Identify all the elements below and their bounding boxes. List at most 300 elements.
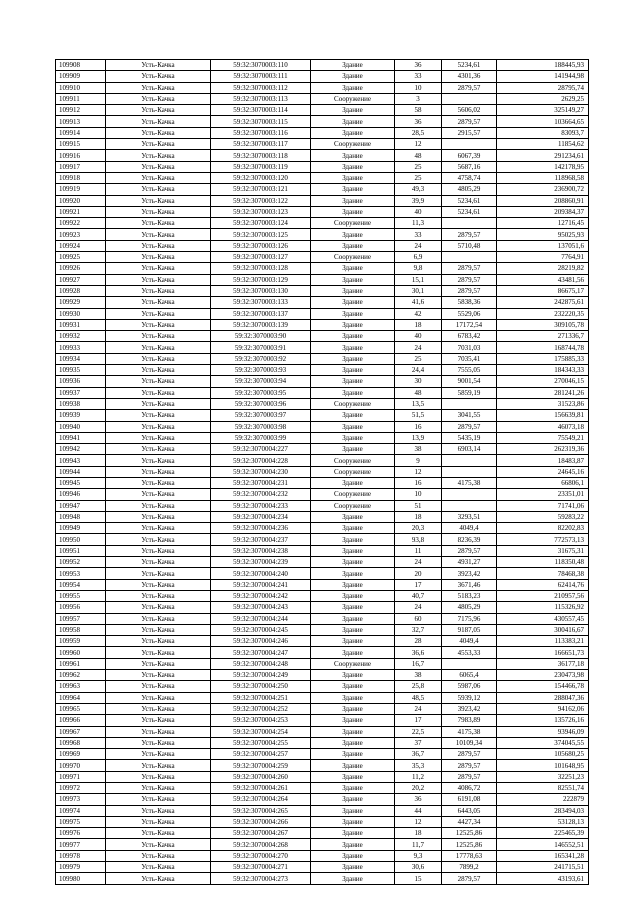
object-type-cell: Здание	[311, 285, 395, 296]
row-id-cell: 109924	[56, 240, 106, 251]
table-row	[56, 387, 589, 398]
row-id-cell: 109931	[56, 319, 106, 330]
cadastral-number-cell: 59:32:3070003:129	[211, 274, 311, 285]
cadastral-number-cell: 59:32:3070003:118	[211, 150, 311, 161]
table-row	[56, 60, 589, 71]
locality-cell: Усть-Качка	[106, 647, 211, 658]
cadastral-value-cell: 12716,45	[497, 218, 589, 229]
table-row	[56, 466, 589, 477]
object-type-cell: Здание	[311, 545, 395, 556]
unit-value-cell: 9001,54	[442, 376, 497, 387]
locality-cell: Усть-Качка	[106, 568, 211, 579]
table-row	[56, 105, 589, 116]
locality-cell: Усть-Качка	[106, 466, 211, 477]
cadastral-number-cell: 59:32:3070003:98	[211, 421, 311, 432]
cadastral-value-cell: 232220,35	[497, 308, 589, 319]
cadastral-value-cell: 166651,73	[497, 647, 589, 658]
unit-value-cell: 6443,05	[442, 805, 497, 816]
locality-cell: Усть-Качка	[106, 760, 211, 771]
area-cell: 16,7	[395, 658, 442, 669]
object-type-cell: Здание	[311, 105, 395, 116]
cadastral-number-cell: 59:32:3070003:96	[211, 398, 311, 409]
row-id-cell: 109966	[56, 715, 106, 726]
cadastral-value-cell: 222879	[497, 794, 589, 805]
unit-value-cell: 4049,4	[442, 523, 497, 534]
unit-value-cell: 5606,02	[442, 105, 497, 116]
cadastral-number-cell: 59:32:3070004:270	[211, 850, 311, 861]
row-id-cell: 109951	[56, 545, 106, 556]
object-type-cell: Здание	[311, 71, 395, 82]
cadastral-number-cell: 59:32:3070004:239	[211, 557, 311, 568]
cadastral-number-cell: 59:32:3070003:120	[211, 172, 311, 183]
table-row	[56, 636, 589, 647]
area-cell: 32,7	[395, 624, 442, 635]
cadastral-value-cell: 188445,93	[497, 60, 589, 71]
area-cell: 33	[395, 229, 442, 240]
area-cell: 10	[395, 82, 442, 93]
area-cell: 16	[395, 477, 442, 488]
area-cell: 25	[395, 161, 442, 172]
object-type-cell: Здание	[311, 726, 395, 737]
locality-cell: Усть-Качка	[106, 624, 211, 635]
area-cell: 6,9	[395, 252, 442, 263]
cadastral-value-cell: 24645,16	[497, 466, 589, 477]
locality-cell: Усть-Качка	[106, 331, 211, 342]
area-cell: 35,3	[395, 760, 442, 771]
row-id-cell: 109971	[56, 771, 106, 782]
locality-cell: Усть-Качка	[106, 557, 211, 568]
area-cell: 36	[395, 116, 442, 127]
cadastral-number-cell: 59:32:3070003:111	[211, 71, 311, 82]
table-row	[56, 557, 589, 568]
table-row	[56, 500, 589, 511]
row-id-cell: 109917	[56, 161, 106, 172]
table-row	[56, 579, 589, 590]
locality-cell: Усть-Качка	[106, 489, 211, 500]
table-row	[56, 726, 589, 737]
row-id-cell: 109953	[56, 568, 106, 579]
unit-value-cell	[442, 455, 497, 466]
cadastral-value-cell: 135726,16	[497, 715, 589, 726]
cadastral-number-cell: 59:32:3070004:246	[211, 636, 311, 647]
area-cell: 16	[395, 421, 442, 432]
table-row	[56, 252, 589, 263]
object-type-cell: Сооружение	[311, 658, 395, 669]
cadastral-number-cell: 59:32:3070003:119	[211, 161, 311, 172]
row-id-cell: 109913	[56, 116, 106, 127]
cadastral-value-cell: 168744,78	[497, 342, 589, 353]
unit-value-cell: 2879,57	[442, 873, 497, 884]
area-cell: 24	[395, 703, 442, 714]
object-type-cell: Здание	[311, 511, 395, 522]
cadastral-number-cell: 59:32:3070004:261	[211, 783, 311, 794]
unit-value-cell: 6903,14	[442, 444, 497, 455]
table-row	[56, 150, 589, 161]
table-row	[56, 297, 589, 308]
cadastral-value-cell: 28219,82	[497, 263, 589, 274]
row-id-cell: 109975	[56, 816, 106, 827]
table-row	[56, 319, 589, 330]
object-type-cell: Здание	[311, 82, 395, 93]
table-row	[56, 342, 589, 353]
row-id-cell: 109919	[56, 184, 106, 195]
cadastral-number-cell: 59:32:3070004:260	[211, 771, 311, 782]
cadastral-number-cell: 59:32:3070004:245	[211, 624, 311, 635]
cadastral-value-cell: 262319,36	[497, 444, 589, 455]
cadastral-value-cell: 43481,56	[497, 274, 589, 285]
area-cell: 39,9	[395, 195, 442, 206]
area-cell: 48,5	[395, 692, 442, 703]
unit-value-cell	[442, 252, 497, 263]
unit-value-cell: 8236,39	[442, 534, 497, 545]
area-cell: 18	[395, 828, 442, 839]
area-cell: 24	[395, 602, 442, 613]
cadastral-number-cell: 59:32:3070003:93	[211, 365, 311, 376]
cadastral-value-cell: 209384,37	[497, 206, 589, 217]
cadastral-value-cell: 103664,65	[497, 116, 589, 127]
cadastral-number-cell: 59:32:3070004:233	[211, 500, 311, 511]
object-type-cell: Здание	[311, 590, 395, 601]
table-row	[56, 816, 589, 827]
cadastral-value-cell: 430557,45	[497, 613, 589, 624]
cadastral-value-cell: 175885,33	[497, 353, 589, 364]
area-cell: 40	[395, 331, 442, 342]
cadastral-value-cell: 225465,39	[497, 828, 589, 839]
row-id-cell: 109969	[56, 749, 106, 760]
locality-cell: Усть-Качка	[106, 477, 211, 488]
object-type-cell: Здание	[311, 568, 395, 579]
cadastral-value-cell: 18483,87	[497, 455, 589, 466]
cadastral-value-cell: 210957,56	[497, 590, 589, 601]
row-id-cell: 109938	[56, 398, 106, 409]
area-cell: 51	[395, 500, 442, 511]
cadastral-value-cell: 208860,91	[497, 195, 589, 206]
locality-cell: Усть-Качка	[106, 613, 211, 624]
row-id-cell: 109914	[56, 127, 106, 138]
row-id-cell: 109921	[56, 206, 106, 217]
locality-cell: Усть-Качка	[106, 353, 211, 364]
cadastral-number-cell: 59:32:3070003:122	[211, 195, 311, 206]
unit-value-cell: 2879,57	[442, 771, 497, 782]
object-type-cell: Здание	[311, 579, 395, 590]
row-id-cell: 109965	[56, 703, 106, 714]
unit-value-cell	[442, 466, 497, 477]
unit-value-cell: 2879,57	[442, 421, 497, 432]
object-type-cell: Здание	[311, 624, 395, 635]
table-row	[56, 749, 589, 760]
row-id-cell: 109909	[56, 71, 106, 82]
row-id-cell: 109912	[56, 105, 106, 116]
object-type-cell: Здание	[311, 737, 395, 748]
locality-cell: Усть-Качка	[106, 105, 211, 116]
cadastral-number-cell: 59:32:3070004:236	[211, 523, 311, 534]
cadastral-value-cell: 118350,48	[497, 557, 589, 568]
row-id-cell: 109956	[56, 602, 106, 613]
locality-cell: Усть-Качка	[106, 195, 211, 206]
unit-value-cell: 7031,03	[442, 342, 497, 353]
locality-cell: Усть-Качка	[106, 590, 211, 601]
unit-value-cell: 5838,36	[442, 297, 497, 308]
row-id-cell: 109967	[56, 726, 106, 737]
cadastral-number-cell: 59:32:3070003:115	[211, 116, 311, 127]
object-type-cell: Сооружение	[311, 500, 395, 511]
locality-cell: Усть-Качка	[106, 432, 211, 443]
unit-value-cell: 3041,55	[442, 410, 497, 421]
row-id-cell: 109947	[56, 500, 106, 511]
locality-cell: Усть-Качка	[106, 839, 211, 850]
row-id-cell: 109945	[56, 477, 106, 488]
area-cell: 49,3	[395, 184, 442, 195]
unit-value-cell: 7983,89	[442, 715, 497, 726]
locality-cell: Усть-Качка	[106, 862, 211, 873]
table-row	[56, 862, 589, 873]
table-row	[56, 602, 589, 613]
locality-cell: Усть-Качка	[106, 579, 211, 590]
object-type-cell: Здание	[311, 331, 395, 342]
row-id-cell: 109916	[56, 150, 106, 161]
row-id-cell: 109918	[56, 172, 106, 183]
cadastral-number-cell: 59:32:3070004:238	[211, 545, 311, 556]
object-type-cell: Здание	[311, 195, 395, 206]
row-id-cell: 109937	[56, 387, 106, 398]
area-cell: 36	[395, 60, 442, 71]
object-type-cell: Сооружение	[311, 466, 395, 477]
object-type-cell: Здание	[311, 873, 395, 884]
table-row	[56, 873, 589, 884]
row-id-cell: 109963	[56, 681, 106, 692]
row-id-cell: 109941	[56, 432, 106, 443]
row-id-cell: 109935	[56, 365, 106, 376]
row-id-cell: 109911	[56, 93, 106, 104]
cadastral-number-cell: 59:32:3070003:114	[211, 105, 311, 116]
locality-cell: Усть-Качка	[106, 342, 211, 353]
unit-value-cell: 6783,42	[442, 331, 497, 342]
unit-value-cell: 5234,61	[442, 60, 497, 71]
cadastral-number-cell: 59:32:3070004:249	[211, 670, 311, 681]
object-type-cell: Здание	[311, 161, 395, 172]
area-cell: 48	[395, 387, 442, 398]
row-id-cell: 109933	[56, 342, 106, 353]
table-row	[56, 647, 589, 658]
object-type-cell: Здание	[311, 297, 395, 308]
object-type-cell: Здание	[311, 828, 395, 839]
unit-value-cell: 6067,39	[442, 150, 497, 161]
unit-value-cell: 5435,19	[442, 432, 497, 443]
area-cell: 9,3	[395, 850, 442, 861]
unit-value-cell: 2879,57	[442, 285, 497, 296]
table-row	[56, 613, 589, 624]
object-type-cell: Здание	[311, 319, 395, 330]
cadastral-number-cell: 59:32:3070004:242	[211, 590, 311, 601]
object-type-cell: Здание	[311, 432, 395, 443]
locality-cell: Усть-Качка	[106, 545, 211, 556]
object-type-cell: Здание	[311, 613, 395, 624]
area-cell: 20,2	[395, 783, 442, 794]
unit-value-cell: 2879,57	[442, 116, 497, 127]
table-row	[56, 206, 589, 217]
area-cell: 36,7	[395, 749, 442, 760]
table-row	[56, 82, 589, 93]
object-type-cell: Здание	[311, 523, 395, 534]
unit-value-cell: 4049,4	[442, 636, 497, 647]
locality-cell: Усть-Качка	[106, 365, 211, 376]
row-id-cell: 109930	[56, 308, 106, 319]
locality-cell: Усть-Качка	[106, 319, 211, 330]
cadastral-value-cell: 46073,18	[497, 421, 589, 432]
row-id-cell: 109979	[56, 862, 106, 873]
object-type-cell: Здание	[311, 172, 395, 183]
row-id-cell: 109946	[56, 489, 106, 500]
object-type-cell: Здание	[311, 850, 395, 861]
table-row	[56, 692, 589, 703]
table-row	[56, 71, 589, 82]
cadastral-value-cell: 146552,51	[497, 839, 589, 850]
unit-value-cell: 5234,61	[442, 195, 497, 206]
unit-value-cell: 4758,74	[442, 172, 497, 183]
locality-cell: Усть-Качка	[106, 805, 211, 816]
cadastral-value-cell: 23351,01	[497, 489, 589, 500]
unit-value-cell: 4175,38	[442, 477, 497, 488]
cadastral-number-cell: 59:32:3070004:227	[211, 444, 311, 455]
locality-cell: Усть-Качка	[106, 523, 211, 534]
locality-cell: Усть-Качка	[106, 771, 211, 782]
table-row	[56, 229, 589, 240]
unit-value-cell: 9187,05	[442, 624, 497, 635]
cadastral-value-cell: 82551,74	[497, 783, 589, 794]
cadastral-number-cell: 59:32:3070003:126	[211, 240, 311, 251]
cadastral-value-cell: 165341,28	[497, 850, 589, 861]
object-type-cell: Здание	[311, 353, 395, 364]
locality-cell: Усть-Качка	[106, 602, 211, 613]
table-row	[56, 274, 589, 285]
object-type-cell: Здание	[311, 206, 395, 217]
area-cell: 40,7	[395, 590, 442, 601]
object-type-cell: Сооружение	[311, 398, 395, 409]
locality-cell: Усть-Качка	[106, 444, 211, 455]
table-row	[56, 172, 589, 183]
cadastral-number-cell: 59:32:3070003:127	[211, 252, 311, 263]
object-type-cell: Здание	[311, 263, 395, 274]
cadastral-number-cell: 59:32:3070004:231	[211, 477, 311, 488]
locality-cell: Усть-Качка	[106, 71, 211, 82]
row-id-cell: 109929	[56, 297, 106, 308]
unit-value-cell: 4805,29	[442, 184, 497, 195]
cadastral-number-cell: 59:32:3070003:110	[211, 60, 311, 71]
locality-cell: Усть-Качка	[106, 794, 211, 805]
object-type-cell: Здание	[311, 229, 395, 240]
row-id-cell: 109943	[56, 455, 106, 466]
locality-cell: Усть-Качка	[106, 816, 211, 827]
object-type-cell: Здание	[311, 444, 395, 455]
cadastral-value-cell: 270046,15	[497, 376, 589, 387]
table-row	[56, 534, 589, 545]
locality-cell: Усть-Качка	[106, 274, 211, 285]
unit-value-cell: 5710,48	[442, 240, 497, 251]
row-id-cell: 109954	[56, 579, 106, 590]
table-row	[56, 658, 589, 669]
object-type-cell: Здание	[311, 557, 395, 568]
locality-cell: Усть-Качка	[106, 670, 211, 681]
unit-value-cell	[442, 658, 497, 669]
cadastral-value-cell: 78468,38	[497, 568, 589, 579]
locality-cell: Усть-Качка	[106, 534, 211, 545]
cadastral-value-cell: 141944,98	[497, 71, 589, 82]
row-id-cell: 109922	[56, 218, 106, 229]
locality-cell: Усть-Качка	[106, 161, 211, 172]
cadastral-value-cell: 283494,03	[497, 805, 589, 816]
cadastral-number-cell: 59:32:3070003:116	[211, 127, 311, 138]
area-cell: 18	[395, 511, 442, 522]
cadastral-value-cell: 94162,06	[497, 703, 589, 714]
cadastral-value-cell: 86675,17	[497, 285, 589, 296]
cadastral-value-cell: 242875,61	[497, 297, 589, 308]
unit-value-cell: 2879,57	[442, 263, 497, 274]
unit-value-cell: 6065,4	[442, 670, 497, 681]
cadastral-value-cell: 43193,61	[497, 873, 589, 884]
locality-cell: Усть-Качка	[106, 421, 211, 432]
cadastral-value-cell: 11854,62	[497, 139, 589, 150]
row-id-cell: 109908	[56, 60, 106, 71]
area-cell: 28	[395, 636, 442, 647]
cadastral-value-cell: 271336,7	[497, 331, 589, 342]
row-id-cell: 109939	[56, 410, 106, 421]
row-id-cell: 109925	[56, 252, 106, 263]
locality-cell: Усть-Качка	[106, 184, 211, 195]
locality-cell: Усть-Качка	[106, 139, 211, 150]
locality-cell: Усть-Качка	[106, 636, 211, 647]
locality-cell: Усть-Качка	[106, 285, 211, 296]
unit-value-cell: 4931,27	[442, 557, 497, 568]
cadastral-value-cell: 241715,51	[497, 862, 589, 873]
cadastral-number-cell: 59:32:3070003:94	[211, 376, 311, 387]
object-type-cell: Здание	[311, 477, 395, 488]
cadastral-value-cell: 95025,93	[497, 229, 589, 240]
locality-cell: Усть-Качка	[106, 240, 211, 251]
locality-cell: Усть-Качка	[106, 150, 211, 161]
unit-value-cell: 2879,57	[442, 274, 497, 285]
cadastral-number-cell: 59:32:3070003:130	[211, 285, 311, 296]
locality-cell: Усть-Качка	[106, 511, 211, 522]
area-cell: 24	[395, 342, 442, 353]
object-type-cell: Здание	[311, 783, 395, 794]
object-type-cell: Сооружение	[311, 93, 395, 104]
unit-value-cell: 5687,16	[442, 161, 497, 172]
row-id-cell: 109973	[56, 794, 106, 805]
area-cell: 12	[395, 466, 442, 477]
object-type-cell: Здание	[311, 670, 395, 681]
document-page	[55, 59, 588, 885]
locality-cell: Усть-Качка	[106, 206, 211, 217]
object-type-cell: Сооружение	[311, 252, 395, 263]
row-id-cell: 109957	[56, 613, 106, 624]
object-type-cell: Здание	[311, 365, 395, 376]
cadastral-number-cell: 59:32:3070004:232	[211, 489, 311, 500]
unit-value-cell: 12525,86	[442, 828, 497, 839]
unit-value-cell: 7035,41	[442, 353, 497, 364]
object-type-cell: Сооружение	[311, 139, 395, 150]
row-id-cell: 109920	[56, 195, 106, 206]
area-cell: 38	[395, 670, 442, 681]
object-type-cell: Здание	[311, 376, 395, 387]
cadastral-value-cell: 309105,78	[497, 319, 589, 330]
object-type-cell: Здание	[311, 703, 395, 714]
cadastral-number-cell: 59:32:3070004:255	[211, 737, 311, 748]
table-row	[56, 93, 589, 104]
cadastral-value-cell: 325149,27	[497, 105, 589, 116]
cadastral-number-cell: 59:32:3070003:95	[211, 387, 311, 398]
area-cell: 48	[395, 150, 442, 161]
table-row	[56, 590, 589, 601]
